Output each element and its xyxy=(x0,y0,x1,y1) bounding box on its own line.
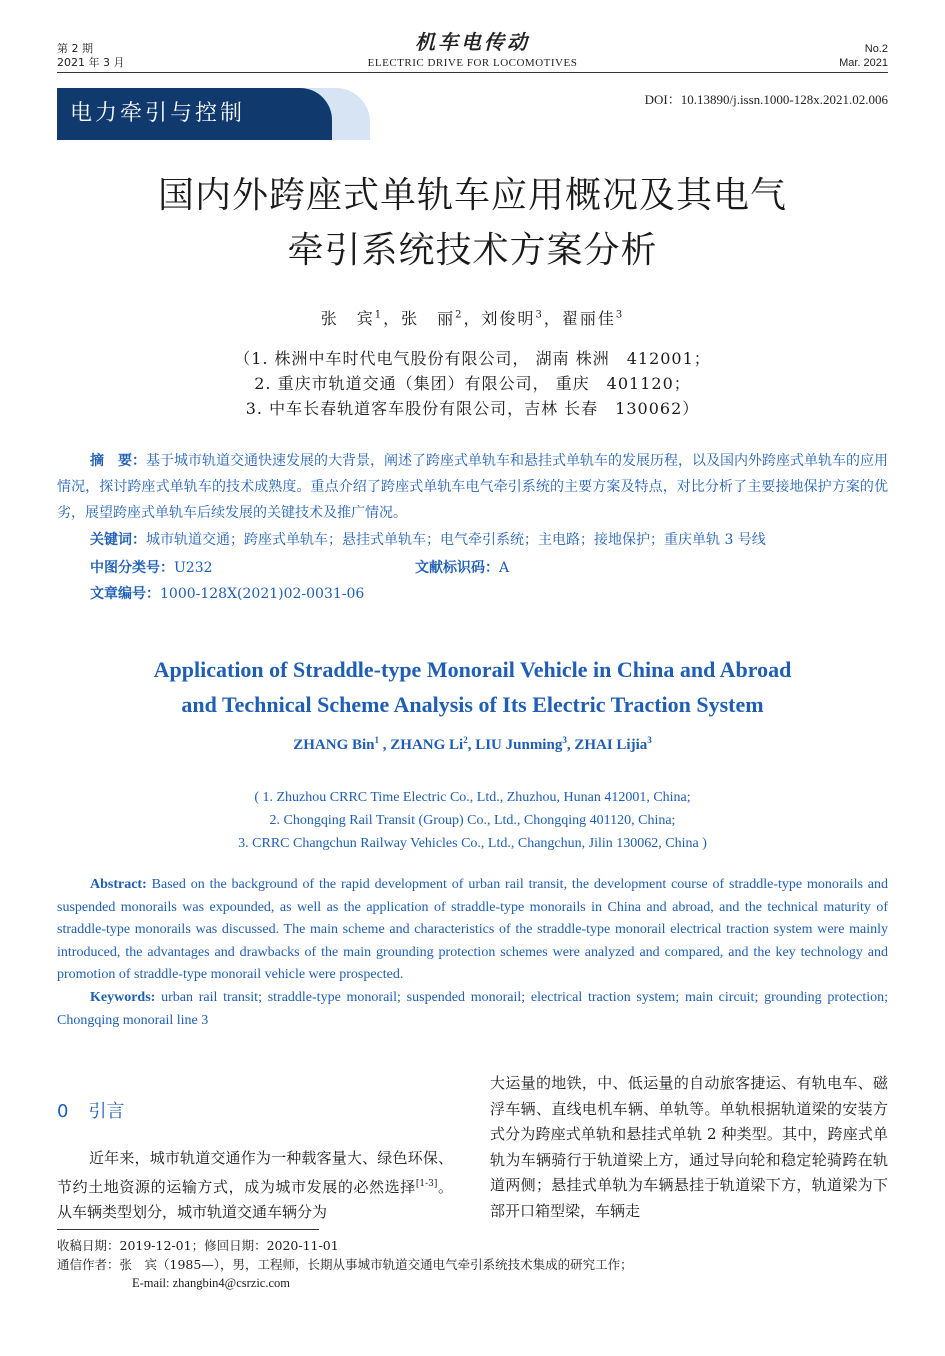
abstract-cn xyxy=(57,448,888,526)
issue-date-en: Mar. 2021 xyxy=(839,57,888,69)
affiliation-cn: 2. 重庆市轨道交通（集团）有限公司， 重庆 401120； xyxy=(254,374,691,393)
abstract-en-label: Abstract: xyxy=(90,877,147,892)
document-code-cn xyxy=(415,555,509,581)
article-number-value: 1000-128X(2021)02-0031-06 xyxy=(160,586,365,602)
issue-number-cn: 第 2 期 xyxy=(57,42,93,55)
footnote-author: 通信作者：张 宾（1985—），男，工程师，长期从事城市轨道交通电气牵引系统技术集成的研究工作； xyxy=(57,1257,633,1272)
journal-name-en: ELECTRIC DRIVE FOR LOCOMOTIVES xyxy=(367,57,578,69)
affiliation-en: 3. CRRC Changchun Railway Vehicles Co., Ltd., Changchun, Jilin 130062, China ) xyxy=(238,836,707,851)
author-sup: 3 xyxy=(647,735,652,745)
author-sup: 2 xyxy=(463,735,468,745)
document-code-value: A xyxy=(499,560,510,576)
title-cn-line1: 国内外跨座式单轨车应用概况及其电气 xyxy=(157,175,787,216)
issue-date-cn: 2021 年 3 月 xyxy=(57,56,125,69)
keywords-cn-text: 城市轨道交通；跨座式单轨车；悬挂式单轨车；电气牵引系统；主电路；接地保护；重庆单轨 3 号线 xyxy=(146,532,766,548)
keywords-cn xyxy=(90,527,766,553)
affiliation-cn: （1. 株洲中车时代电气股份有限公司， 湖南 株洲 412001； xyxy=(234,349,711,368)
issue-number-en: No.2 xyxy=(864,43,888,55)
affiliation-en: 2. Chongqing Rail Transit (Group) Co., Ltd., Chongqing 401120, China; xyxy=(269,813,676,828)
body-left-column xyxy=(57,1146,453,1226)
title-en xyxy=(0,652,945,722)
author-sup: 3 xyxy=(615,309,625,321)
classification-value: U232 xyxy=(174,560,213,576)
author-sup: 1 xyxy=(374,735,380,745)
author-en: ZHANG Bin xyxy=(293,737,375,753)
keywords-cn-label: 关键词： xyxy=(90,532,146,548)
author-en: LIU Junming xyxy=(475,737,563,753)
keywords-en-label: Keywords: xyxy=(90,990,156,1005)
abstract-en-text: Based on the background of the rapid development of urban rail transit, the development course of straddle-type monorails and suspended monorails was expounded, as well as the application of straddle-type monorails in China and abroad, and the technical maturity of straddle-type monorails was discussed. The main scheme and characteristics of the straddle-type monorail electrical traction system were mainly introduced, the advantages and drawbacks of the main grounding protection schemes were analyzed and compared, and the key technology and promotion of straddle-type monorail vehicle were prospected. xyxy=(57,877,889,982)
document-code-label: 文献标识码： xyxy=(415,560,499,576)
affiliations-cn xyxy=(0,346,945,421)
title-cn-line2: 牵引系统技术方案分析 xyxy=(287,230,658,271)
title-en-line2: and Technical Scheme Analysis of Its Electric Traction System xyxy=(181,692,764,717)
body-text: 。从车辆类型划分，城市轨道交通车辆分为 xyxy=(57,1177,453,1221)
section-band: 电力牵引与控制 xyxy=(57,88,332,140)
title-cn xyxy=(0,168,945,278)
body-right-column: 大运量的地铁，中、低运量的自动旅客捷运、有轨电车、磁浮车辆、直线电机车辆、单轨等。单轨根据轨道梁的安装方式分为跨座式单轨和悬挂式单轨 2 种类型。其中，跨座式单轨为车辆骑行于轨道梁上方，通过导向轮和稳定轮骑跨在轨道两侧；悬挂式单轨为车辆悬挂于轨道梁下方，轨道梁为下部开口箱型梁，车辆走 xyxy=(490,1074,888,1220)
title-en-line1: Application of Straddle-type Monorail Vehicle in China and Abroad xyxy=(153,657,792,682)
author-en: ZHAI Lijia xyxy=(574,737,648,753)
citation-ref: [1-3] xyxy=(415,1178,438,1189)
section-number: 0 xyxy=(57,1101,69,1122)
doi: DOI：10.13890/j.issn.1000-128x.2021.02.006 xyxy=(644,92,888,107)
author-cn: 张 宾 xyxy=(320,309,375,328)
author-sup: 3 xyxy=(562,735,567,745)
author-cn: 张 丽 xyxy=(401,309,456,328)
classification-label: 中图分类号： xyxy=(90,560,174,576)
authors-en: ZHANG Bin$^1$ , ZHANG Li$^2$, LIU Junming$^3$, ZHAI Lijia$^3$ xyxy=(293,735,652,753)
keywords-en xyxy=(57,987,888,1032)
journal-masthead xyxy=(0,30,945,70)
abstract-cn-label: 摘 要： xyxy=(90,453,146,469)
header-issue-en xyxy=(839,42,888,70)
footnote-divider xyxy=(57,1229,319,1230)
author-sup: 3 xyxy=(535,309,544,321)
author-en: ZHANG Li xyxy=(390,737,464,753)
affiliations-en xyxy=(0,786,945,855)
abstract-en xyxy=(57,874,888,987)
footnote-email: E-mail: zhangbin4@csrzic.com xyxy=(132,1276,290,1290)
author-cn: 刘俊明 xyxy=(481,309,536,328)
article-number-cn xyxy=(90,581,364,607)
article-number-label: 文章编号： xyxy=(90,586,160,602)
header-divider xyxy=(57,72,888,73)
author-cn: 翟丽佳 xyxy=(561,309,616,328)
affiliation-cn: 3. 中车长春轨道客车股份有限公司，吉林 长春 130062） xyxy=(245,399,700,418)
body-text: 近年来，城市轨道交通作为一种载客量大、绿色环保、节约土地资源的运输方式，成为城市发展的必然选择 xyxy=(57,1149,453,1196)
keywords-en-text: urban rail transit; straddle-type monorail; suspended monorail; electrical traction system; main circuit; grounding protection; Chongqing monorail line 3 xyxy=(57,990,888,1028)
abstract-cn-text: 基于城市轨道交通快速发展的大背景，阐述了跨座式单轨车和悬挂式单轨车的发展历程，以及国内外跨座式单轨车的应用情况，探讨跨座式单轨车的技术成熟度。重点介绍了跨座式单轨车电气牵引系统的主要方案及特点，对比分析了主要接地保护方案的优劣，展望跨座式单轨车后续发展的关键技术及推广情况。 xyxy=(57,453,888,521)
footnote-dates: 收稿日期：2019-12-01；修回日期：2020-11-01 xyxy=(57,1238,339,1253)
section-heading xyxy=(57,1097,124,1123)
authors-cn: 张 宾$^1$，张 丽$^2$，刘俊明$^3$，翟丽佳$^3$ xyxy=(320,309,625,328)
journal-name-cn: 机车电传动 xyxy=(415,30,530,54)
author-sup: 2 xyxy=(455,309,464,321)
affiliation-en: ( 1. Zhuzhou CRRC Time Electric Co., Ltd., Zhuzhou, Hunan 412001, China; xyxy=(254,790,691,805)
footnote xyxy=(57,1236,633,1293)
classification-cn xyxy=(90,555,213,581)
section-title: 引言 xyxy=(88,1101,125,1122)
author-sup: 1 xyxy=(374,309,384,321)
